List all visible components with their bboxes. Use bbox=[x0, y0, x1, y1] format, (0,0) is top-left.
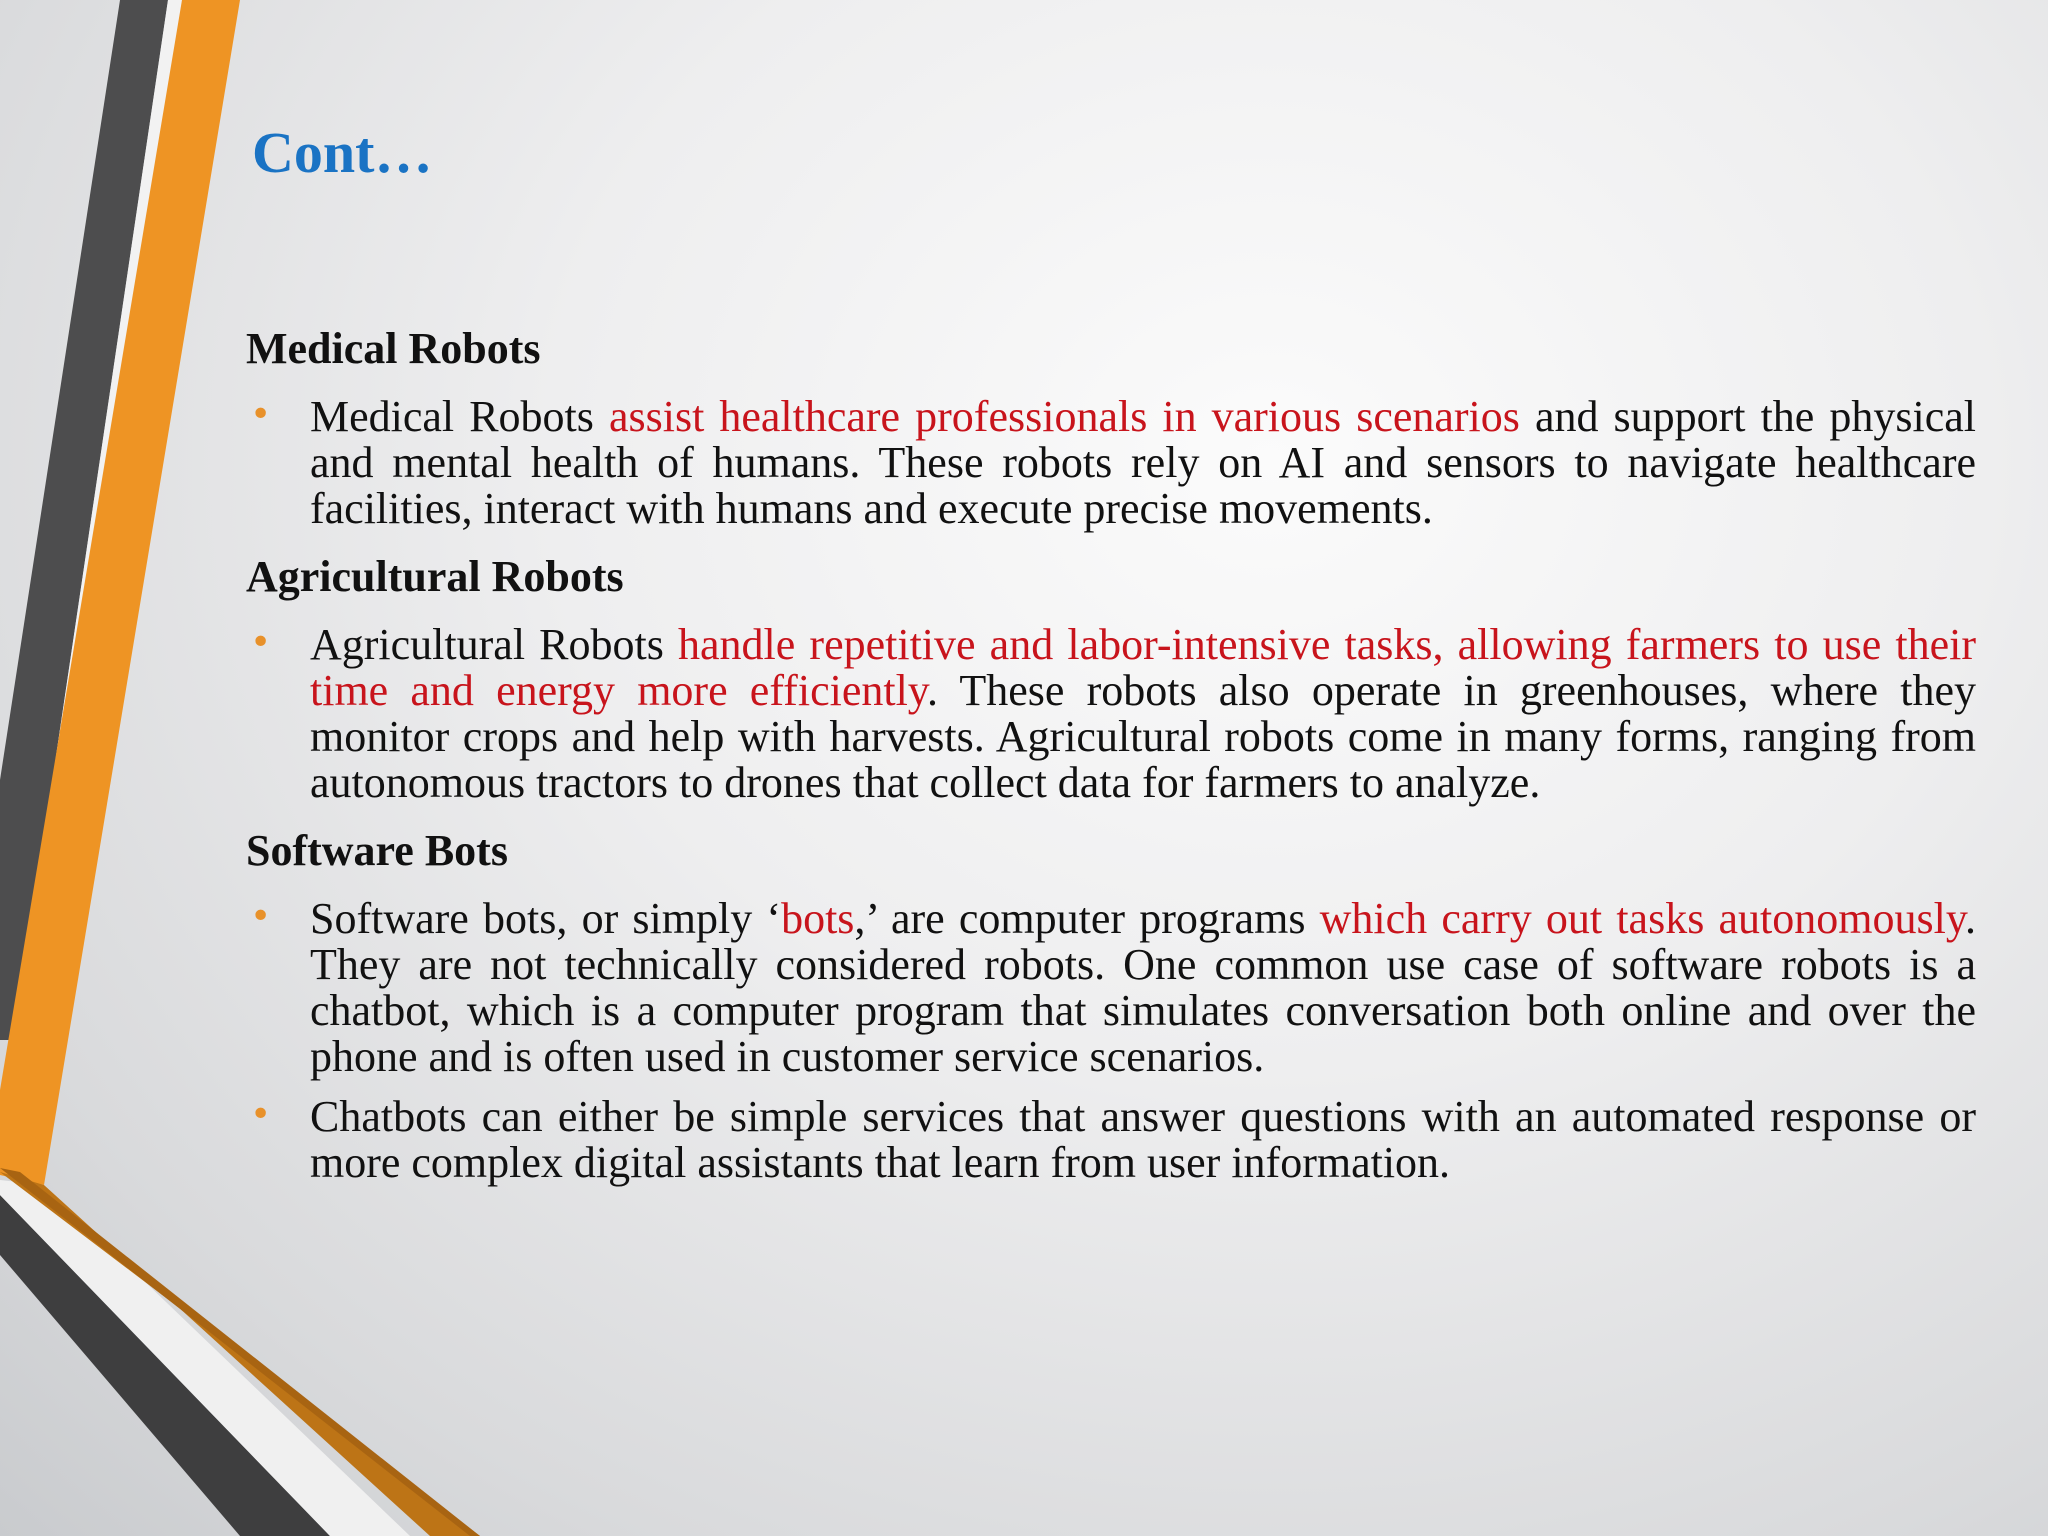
bullet-chatbots bbox=[246, 1094, 1976, 1186]
section-heading-agricultural-robots: Agricultural Robots bbox=[246, 552, 624, 601]
slide-content bbox=[246, 318, 1976, 1200]
highlight-text: which carry out tasks autonomously bbox=[1319, 894, 1965, 943]
bullet-agricultural-robots bbox=[246, 622, 1976, 806]
section-heading-software-bots: Software Bots bbox=[246, 826, 508, 875]
bullet-dot-icon: • bbox=[250, 1094, 272, 1135]
highlight-text: handle repetitive and labor-intensive tasks, allowing farmers to use their time and energy more efficiently bbox=[310, 620, 1976, 715]
bullet-dot-icon: • bbox=[250, 896, 272, 937]
highlight-text: bots bbox=[781, 894, 855, 943]
bullet-dot-icon: • bbox=[250, 622, 272, 663]
text-run: . These robots also operate in greenhouses, where they monitor crops and help with harvests. Agricultural robots come in many forms, ranging from autonomous tractors to drones that collect data for farmers to analyze. bbox=[310, 666, 1976, 807]
text-run: Agricultural Robots bbox=[310, 620, 678, 669]
highlight-text: assist healthcare professionals in various scenarios bbox=[608, 392, 1520, 441]
bullet-medical-robots bbox=[246, 394, 1976, 532]
bullet-software-bots bbox=[246, 896, 1976, 1080]
slide-title: Cont… bbox=[252, 120, 433, 185]
text-run: Chatbots can either be simple services that answer questions with an automated response or more complex digital assistants that learn from user information. bbox=[310, 1092, 1976, 1187]
text-run: ,’ are computer programs bbox=[854, 894, 1320, 943]
text-run: Medical Robots bbox=[310, 392, 609, 441]
bullet-dot-icon: • bbox=[250, 394, 272, 435]
text-run: . They are not technically considered robots. One common use case of software robots is a chatbot, which is a computer program that simulates conversation both online and over the phone and is often used in customer service scenarios. bbox=[310, 894, 1976, 1081]
text-run: Software bots, or simply ‘ bbox=[310, 894, 782, 943]
text-run: and support the physical and mental health of humans. These robots rely on AI and sensors to navigate healthcare facilities, interact with humans and execute precise movements. bbox=[310, 392, 1977, 533]
section-heading-medical-robots: Medical Robots bbox=[246, 324, 541, 373]
